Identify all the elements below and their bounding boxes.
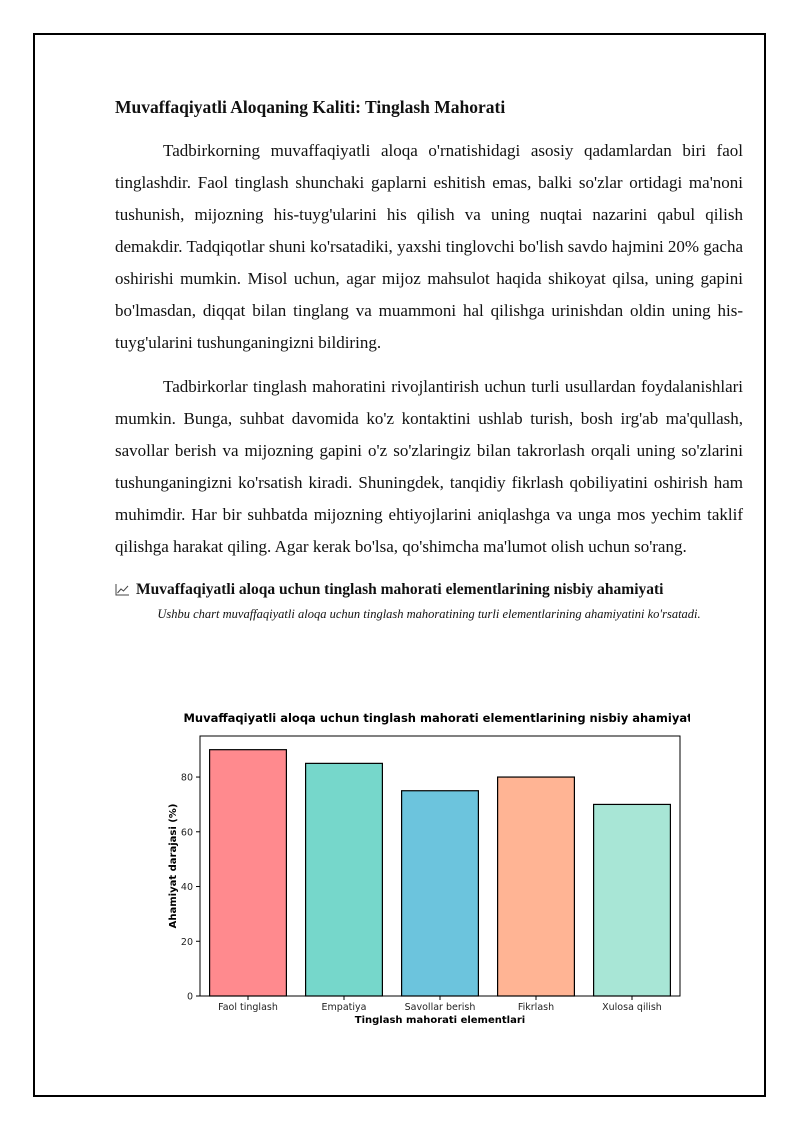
y-tick-label-4: 80 (180, 772, 193, 784)
bar-chart (160, 705, 690, 1045)
x-tick-label-2: Savollar berish (404, 1002, 476, 1013)
figure-title-text: Muvaffaqiyatli aloqa uchun tinglash mahorati elementlarining nisbiy ahamiyati (136, 580, 664, 598)
paragraph-2: Tadbirkorlar tinglash mahoratini rivojlantirish uchun turli usullardan foydalanishlari mumkin. Bunga, suhbat davomida ko'z kontaktini ushlab turish, bosh irg'ab ma'qullash, savollar berish va mijozning gapini o'z so'zlaringiz bilan takrorlash orqali uning so'zlarini tushunganingizni ko'rsatish kiradi. Shuningdek, tanqidiy fikrlash qobiliyatini oshirish ham muhimdir. Har bir suhbatda mijozning ehtiyojlarini aniqlashga va unga mos yechim taklif qilishga harakat qiling. Agar kerak bo'lsa, qo'shimcha ma'lumot olish uchun so'rang. (115, 376, 743, 556)
y-tick-label-1: 20 (180, 936, 193, 948)
page-title: Muvaffaqiyatli Aloqaning Kaliti: Tinglash Mahorati (115, 97, 506, 117)
paragraph-1: Tadbirkorning muvaffaqiyatli aloqa o'rnatishidagi asosiy qadamlardan biri faol tinglashdir. Faol tinglash shunchaki gaplarni eshitish emas, balki so'zlar ortidagi ma'noni tushunish, mijozning his-tuyg'ularini his qilish va uning nuqtai nazarini qabul qilish demakdir. Tadqiqotlar shuni ko'rsatadiki, yaxshi tinglovchi bo'lish savdo hajmini 20% gacha oshirishi mumkin. Misol uchun, agar mijoz mahsulot haqida shikoyat qilsa, uning gapini bo'lmasdan, diqqat bilan tinglang va muammoni hal qilishga urinishdan oldin uning his-tuyg'ularini tushunganingizni bildiring. (115, 140, 743, 352)
chart-icon (115, 583, 130, 596)
bar-2 (402, 791, 479, 996)
y-axis-label: Ahamiyat darajasi (%) (168, 803, 179, 929)
x-axis-label: Tinglash mahorati elementlari (354, 1015, 526, 1026)
figure-caption: Ushbu chart muvaffaqiyatli aloqa uchun tinglash mahoratining turli elementlarining ahamiyatini ko'rsatadi. (157, 606, 701, 621)
document-body (115, 96, 743, 630)
bar-3 (498, 777, 575, 996)
bar-0 (210, 750, 287, 996)
bar-chart-svg (160, 705, 690, 1045)
y-tick-label-2: 40 (180, 882, 193, 894)
y-tick-label-0: 0 (186, 991, 193, 1003)
bar-4 (594, 804, 671, 996)
x-tick-label-1: Empatiya (321, 1002, 367, 1013)
x-tick-label-3: Fikrlash (517, 1002, 555, 1013)
x-tick-label-0: Faol tinglash (218, 1002, 278, 1013)
bar-1 (306, 763, 383, 996)
chart-title: Muvaffaqiyatli aloqa uchun tinglash mahorati elementlarining nisbiy ahamiyati (183, 711, 690, 725)
y-tick-label-3: 60 (180, 827, 193, 839)
figure-title (115, 581, 743, 599)
x-tick-label-4: Xulosa qilish (602, 1002, 662, 1013)
